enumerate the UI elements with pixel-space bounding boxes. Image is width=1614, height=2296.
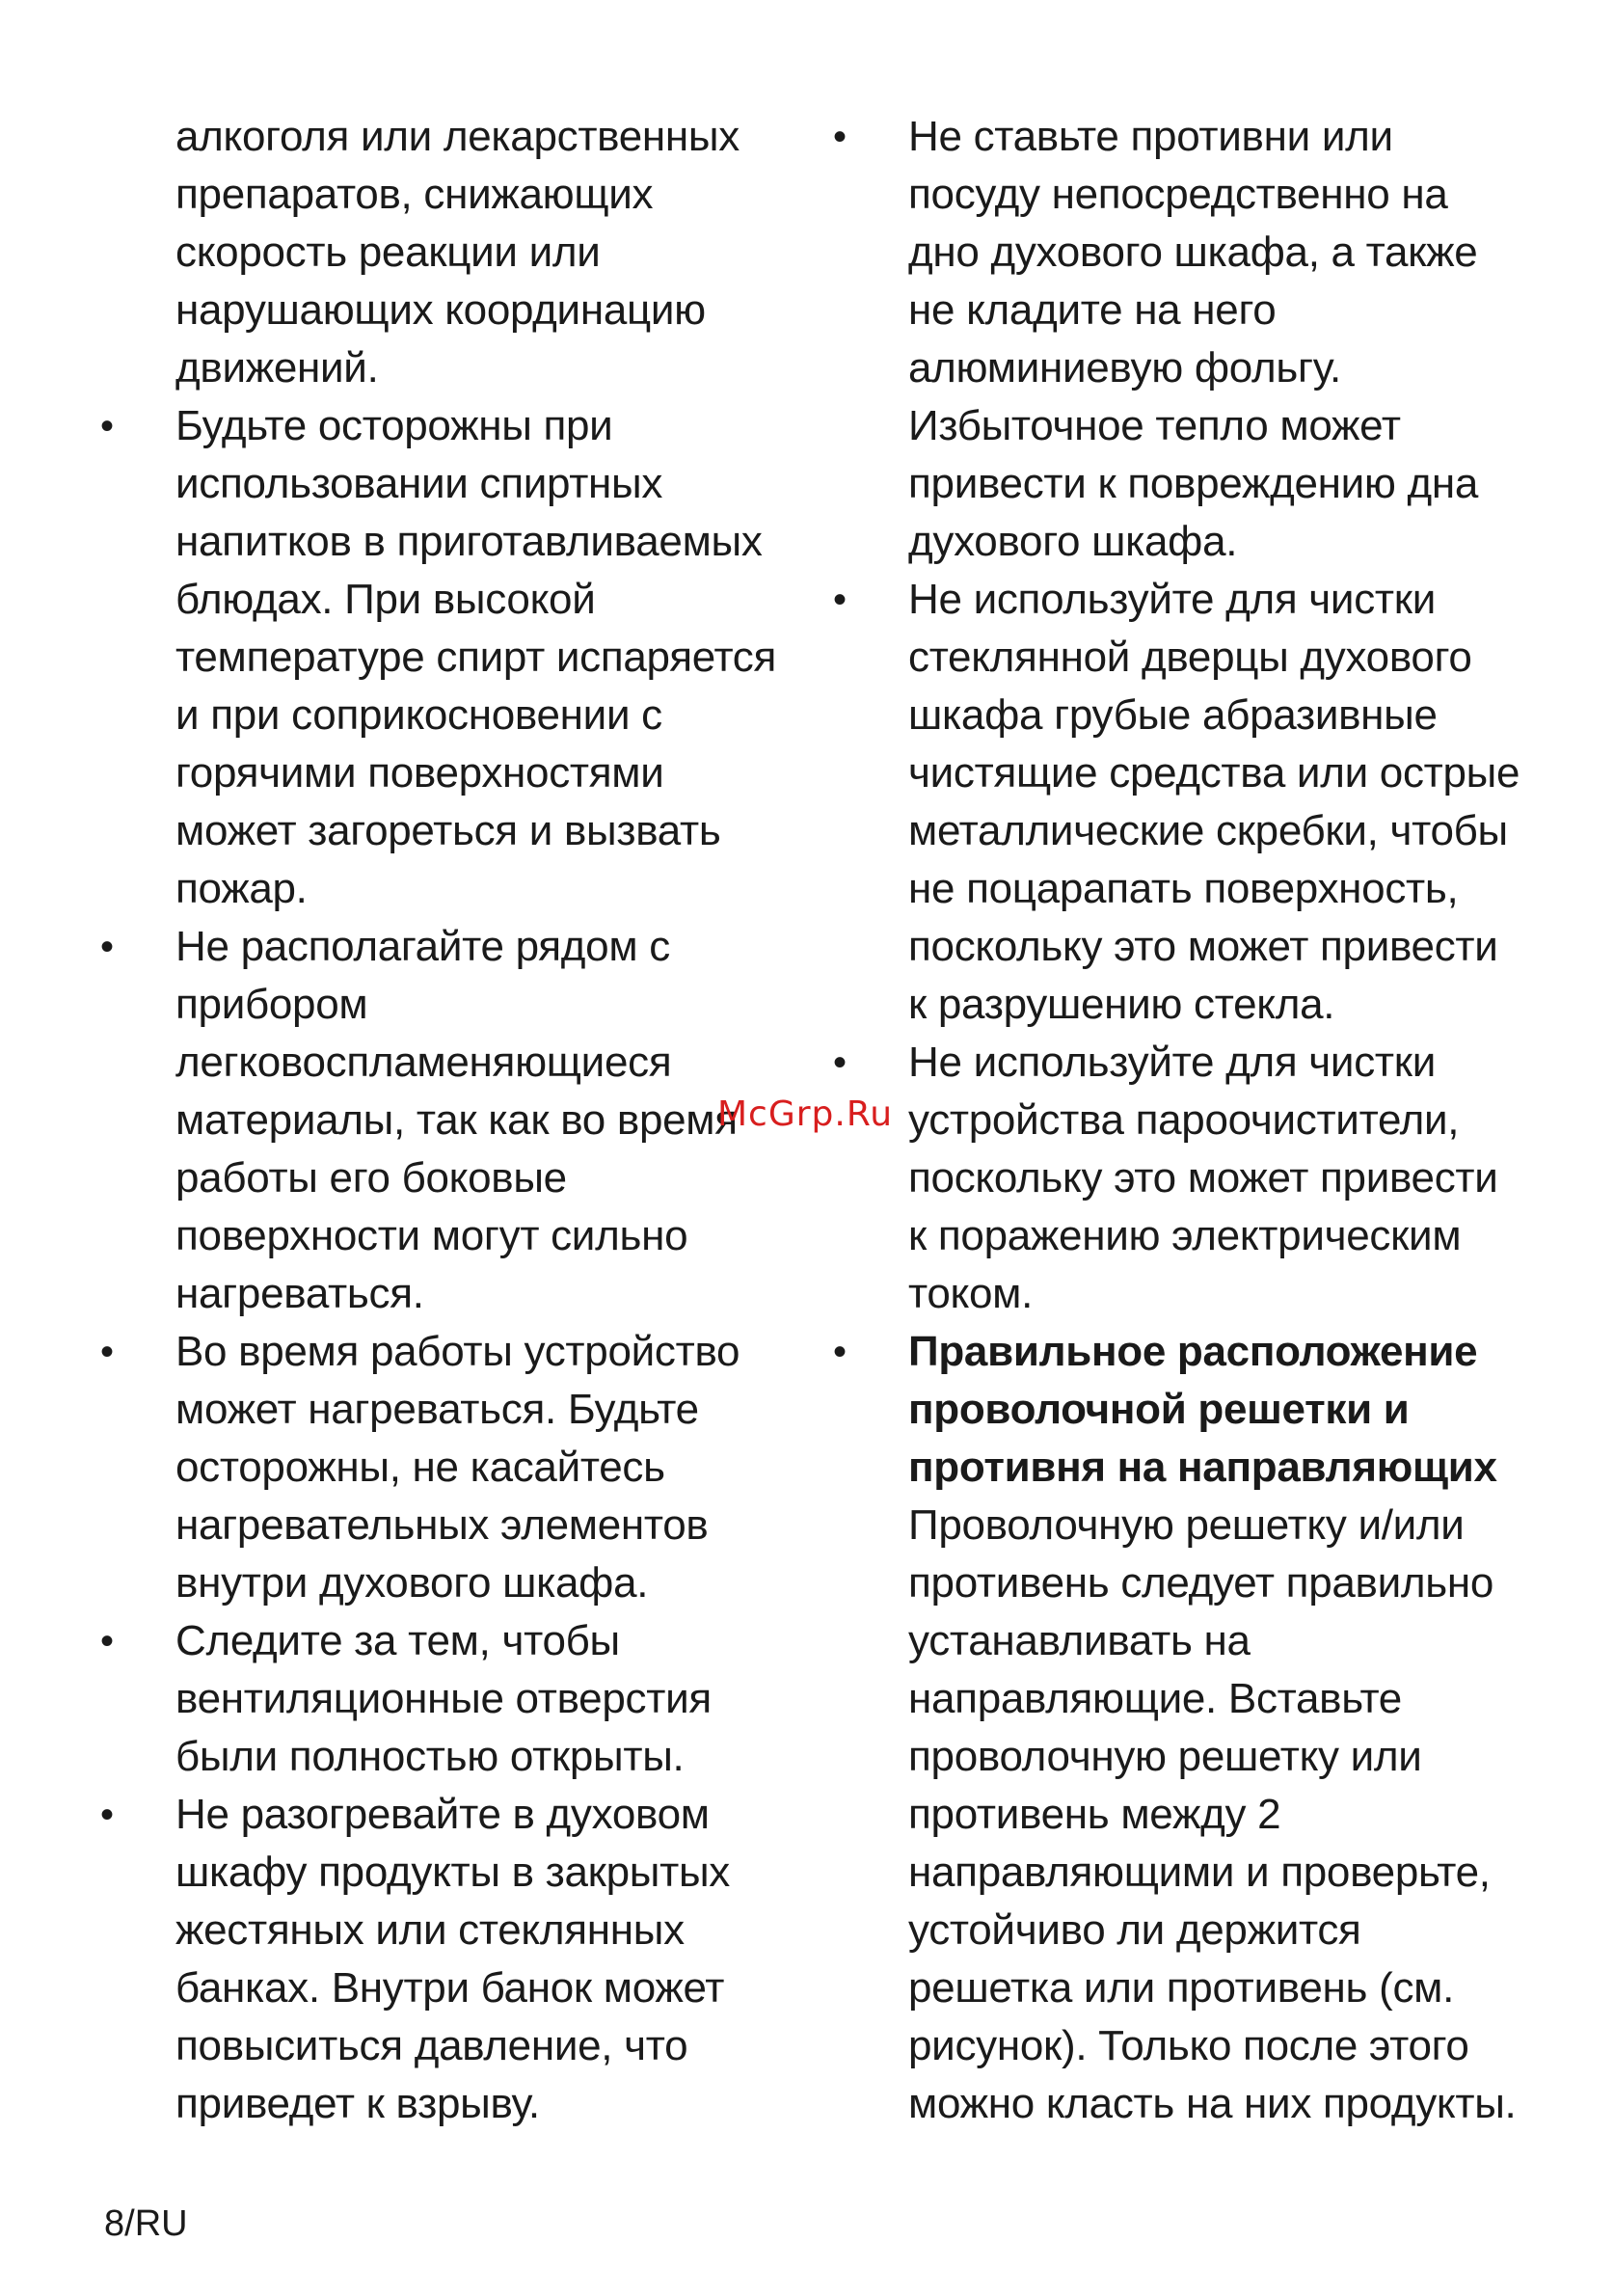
text-line: противень следует правильно	[908, 1559, 1494, 1607]
text-line: материалы, так как во время	[175, 1096, 738, 1144]
text-line: поскольку это может привести	[908, 923, 1498, 970]
text-line: током.	[908, 1270, 1034, 1317]
text-line: дно духового шкафа, а также	[908, 229, 1478, 276]
bullet-item-heating	[96, 1323, 791, 1612]
bullet-item-glass-cleaning	[829, 571, 1523, 1034]
text-line: Проволочную решетку и/или	[908, 1501, 1465, 1549]
continuation-paragraph	[96, 108, 791, 397]
section-heading	[908, 1323, 1523, 1497]
text-line: Будьте осторожны при	[175, 402, 613, 449]
text-line: осторожны, не касайтесь	[175, 1444, 665, 1491]
text-line: Избыточное тепло может	[908, 402, 1401, 449]
text-line: были полностью открыты.	[175, 1733, 685, 1780]
text-line: алюминиевую фольгу.	[908, 344, 1341, 392]
text-line: к разрушению стекла.	[908, 981, 1335, 1028]
text-line: банках. Внутри банок может	[175, 1964, 725, 2012]
text-line: повыситься давление, что	[175, 2022, 688, 2069]
text-line: внутри духового шкафа.	[175, 1559, 649, 1607]
text-line: устойчиво ли держится	[908, 1906, 1361, 1954]
text-line: направляющие. Вставьте	[908, 1675, 1402, 1722]
text-line: легковоспламеняющиеся	[175, 1039, 672, 1086]
text-line: поскольку это может привести	[908, 1154, 1498, 1202]
heading-line: противня на направляющих	[908, 1444, 1497, 1491]
bullet-item-ventilation	[96, 1612, 791, 1786]
bullet-icon: •	[833, 1041, 847, 1084]
text-line: Не ставьте противни или	[908, 113, 1393, 160]
text-line: противень между 2	[908, 1791, 1281, 1838]
text-line: поверхности могут сильно	[175, 1212, 688, 1259]
text-line: нагреваться.	[175, 1270, 424, 1317]
text-line: решетка или противень (см.	[908, 1964, 1455, 2012]
text-line: Во время работы устройство	[175, 1328, 740, 1375]
text-line: препаратов, снижающих	[175, 171, 654, 218]
text-line: Не разогревайте в духовом	[175, 1791, 710, 1838]
text-line: проволочную решетку или	[908, 1733, 1422, 1780]
bullet-item-flammable	[96, 918, 791, 1323]
text-line: горячими поверхностями	[175, 749, 664, 797]
text-line: устройства пароочистители,	[908, 1096, 1460, 1144]
text-line: металлические скребки, чтобы	[908, 807, 1508, 854]
text-line: движений.	[175, 344, 379, 392]
text-line: устанавливать на	[908, 1617, 1251, 1664]
heading-line: проволочной решетки и	[908, 1386, 1410, 1433]
bullet-icon: •	[100, 926, 114, 968]
text-line: не поцарапать поверхность,	[908, 865, 1459, 912]
bullet-icon: •	[833, 1331, 847, 1373]
text-line: может нагреваться. Будьте	[175, 1386, 699, 1433]
text-line: к поражению электрическим	[908, 1212, 1462, 1259]
text-line: Не используйте для чистки	[908, 1039, 1436, 1086]
text-line: Не располагайте рядом с	[175, 923, 670, 970]
text-line: можно класть на них продукты.	[908, 2080, 1517, 2127]
text-line: жестяных или стеклянных	[175, 1906, 685, 1954]
bullet-icon: •	[833, 579, 847, 621]
text-line: блюдах. При высокой	[175, 576, 596, 623]
bullet-icon: •	[100, 405, 114, 447]
text-line: использовании спиртных	[175, 460, 663, 507]
text-line: нарушающих координацию	[175, 286, 706, 334]
text-line: и при соприкосновении с	[175, 691, 662, 739]
text-line: не кладите на него	[908, 286, 1277, 334]
text-line: прибором	[175, 981, 368, 1028]
text-line: пожар.	[175, 865, 308, 912]
bullet-item-steam-cleaners	[829, 1034, 1523, 1323]
text-line: приведет к взрыву.	[175, 2080, 540, 2127]
text-line: алкоголя или лекарственных	[175, 113, 740, 160]
text-line: работы его боковые	[175, 1154, 567, 1202]
text-line: шкафа грубые абразивные	[908, 691, 1438, 739]
page-number: 8/RU	[104, 2203, 188, 2244]
bullet-item-closed-cans	[96, 1786, 791, 2133]
text-line: чистящие средства или острые	[908, 749, 1520, 797]
bullet-icon: •	[100, 1794, 114, 1836]
text-line: привести к повреждению дна	[908, 460, 1479, 507]
bullet-item-oven-bottom	[829, 108, 1523, 571]
bullet-item-alcohol	[96, 397, 791, 918]
text-line: шкафу продукты в закрытых	[175, 1849, 731, 1896]
text-line: духового шкафа.	[908, 518, 1238, 565]
text-line: направляющими и проверьте,	[908, 1849, 1491, 1896]
text-line: рисунок). Только после этого	[908, 2022, 1469, 2069]
text-line: стеклянной дверцы духового	[908, 634, 1472, 681]
bullet-icon: •	[100, 1331, 114, 1373]
left-column	[96, 108, 791, 2133]
bullet-icon: •	[100, 1620, 114, 1662]
watermark: McGrp.Ru	[717, 1094, 894, 1134]
text-line: посуду непосредственно на	[908, 171, 1448, 218]
text-line: напитков в приготавливаемых	[175, 518, 763, 565]
bullet-icon: •	[833, 116, 847, 158]
text-line: может загореться и вызвать	[175, 807, 721, 854]
heading-line: Правильное расположение	[908, 1328, 1478, 1375]
text-line: температуре спирт испаряется	[175, 634, 777, 681]
text-line: вентиляционные отверстия	[175, 1675, 712, 1722]
text-line: скорость реакции или	[175, 229, 601, 276]
text-line: Не используйте для чистки	[908, 576, 1436, 623]
text-line: Следите за тем, чтобы	[175, 1617, 620, 1664]
text-line: нагревательных элементов	[175, 1501, 709, 1549]
right-column	[829, 108, 1523, 2133]
bullet-item-wire-rack	[829, 1323, 1523, 2133]
